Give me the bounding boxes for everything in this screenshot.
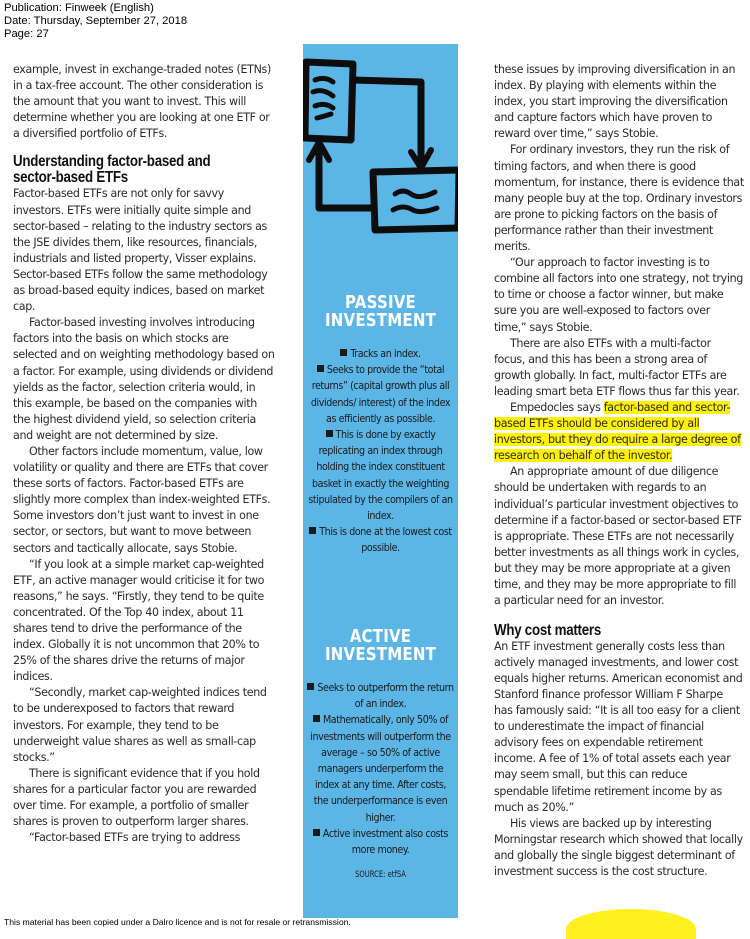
heading-line: Understanding factor-based and [13,153,211,171]
publication-meta [4,2,187,41]
paragraph: There is significant evidence that if you hold shares for a particular factor you are rewarded over time. For example, a portfolio of smaller shares is proven to outperform larger shares. [13,766,260,829]
paragraph: Factor-based ETFs are not only for savvy investors. ETFs were initially quite simple and sector-based – relating to the industry sectors as the JSE divides them, like resources, financials, industrials and listed property, Visser explains. Sector-based ETFs follow the same methodology as broad-based equity indices, based on market cap. [13,187,268,314]
bullet-square-icon [326,430,333,437]
paragraph: “Our approach to factor investing is to combine all factors into one strategy, not trying to time or choose a factor winner, but make sure you are well-exposed to factors over time,” says Stobie. [494,256,743,334]
paragraph: Other factors include momentum, value, low volatility or quality and there are ETFs that cover these sorts of factors. Factor-based ETFs are slightly more complex than index-weighted ETFs. Some investors don’t just want to invest in one sector, or sectors, but want to move between sectors and tactically allocate, says Stobie. [13,444,271,555]
paragraph: An appropriate amount of due diligence should be undertaken with regards to an individual’s particular investment objectives to determine if a factor-based or sector-based ETF is appropriate. These ETFs are not necessarily better investments as all things work in cycles, but they may be more appropriate at a given time, and they may be more appropriate to fill a particular need for an investor. [494,465,742,608]
paragraph: For ordinary investors, they run the risk of timing factors, and when there is good momentum, for instance, there is evidence that many people buy at the top. Ordinary investors are prone to picking factors on the basis of performance rather than their investment merits. [494,143,744,254]
paragraph: An ETF investment generally costs less than actively managed investments, and lower cost equals higher returns. American economist and Stanford finance professor William F Sharpe has famously said: “It is all too easy for a client to underestimate the impact of financial advisory fees on expendable retirement income. A fee of 1% of total assets each year may seem small, but this can reduce spendable lifetime retirement income by as much as 20%.” [494,639,743,814]
paragraph-lead: Empedocles says [510,400,604,414]
article-left-column [13,62,275,846]
highlighted-text: factor-based and sector-based ETFs should be considered by all investors, but they do require a large degree of research on behalf of the investor. [494,400,741,463]
section-heading-factor-based [13,154,238,185]
paragraph: “Secondly, market cap-weighted indices tend to be underexposed to factors that reward investors. For example, they tend to be underweight value shares as well as small-cap stocks.” [13,686,267,764]
bullet-square-icon [309,527,316,534]
list-item-text: Seeks to outperform the return of an index. [317,682,454,711]
list-item [303,826,458,858]
active-investment-title [314,628,447,664]
list-item-text: This is done by exactly replicating an index through holding the index constituent basket in exactly the weighting stipulated by the compilers of an index. [308,429,453,523]
page-number: Page: 27 [4,28,49,40]
heading-line: sector-based ETFs [13,168,128,186]
list-item [303,680,458,712]
decorative-yellow-shape [566,909,696,939]
title-line: INVESTMENT [324,311,437,331]
paragraph: these issues by improving diversification in an index. By playing with elements within the index, you start improving the diversification and capture factors which have proven to reward over time,” says Stobie. [494,63,736,141]
passive-investment-list [303,346,458,557]
active-investment-list [303,680,458,858]
paragraph-highlighted [494,400,744,464]
paragraph: There are also ETFs with a multi-factor focus, and this has been a strong area of growth globally. In fact, multi-factor ETFs are leading smart beta ETF flows thus far this year. [494,336,740,398]
title-line: INVESTMENT [324,645,437,665]
paragraph: His views are backed up by interesting Morningstar research which showed that locally and globally the single biggest determinant of investment success is the cost structure. [494,816,743,878]
bullet-square-icon [313,715,320,722]
list-item [303,524,458,556]
bullet-square-icon [307,683,314,690]
title-line: ACTIVE [349,627,412,647]
cycle-diagram-icon [303,44,458,304]
bullet-square-icon [313,829,320,836]
list-item-text: This is done at the lowest cost possible. [319,526,452,555]
bullet-square-icon [317,365,324,372]
list-item [303,427,458,524]
list-item [303,712,458,825]
paragraph: “Factor-based ETFs are trying to address [29,831,241,845]
list-item-text: Tracks an index. [350,348,421,360]
paragraph: “If you look at a simple market cap-weighted ETF, an active manager would criticise it for two reasons,” he says. “Firstly, they tend to be quite concentrated. Of the Top 40 index, about 11 shares tend to drive the performance of the index. Globally it is not uncommon that 20% to 25% of the shares drive the returns of major indices. [13,557,265,684]
passive-active-sidebar [303,44,458,918]
source-credit: SOURCE: etfSA [355,870,406,880]
list-item-text: Mathematically, only 50% of investments will outperform the average – so 50% of active managers underperform the index at any time. After costs, the underperformance is even higher. [310,714,451,824]
list-item [303,362,458,427]
bullet-square-icon [340,349,347,356]
list-item-text: Seeks to provide the “total returns” (capital growth plus all dividends/ interest) of the index as efficiently as possible. [310,364,451,425]
publication-name: Publication: Finweek (English) [4,2,154,14]
section-heading-why-cost-matters: Why cost matters [494,622,601,640]
article-right-column [494,62,744,880]
paragraph: Factor-based investing involves introducing factors into the basis on which stocks are selected and on weighting methodology based on a factor. For example, using dividends or dividend yields as the factor, selection criteria would, in this example, be based on the companies with the highest dividend yield, so selection criteria and weight are not determined by size. [13,316,275,442]
publication-date: Date: Thursday, September 27, 2018 [4,15,188,27]
list-item [303,346,458,362]
paragraph: example, invest in exchange-traded notes (ETNs) in a tax-free account. The other consideration is the amount that you want to invest. This will determine whether you are looking at one ETF or a diversified portfolio of ETFs. [13,63,271,141]
copyright-notice: This material has been copied under a Dalro licence and is not for resale or retransmission. [4,917,351,927]
passive-investment-title [314,294,447,330]
list-item-text: Active investment also costs more money. [322,827,449,857]
title-line: PASSIVE [344,293,417,313]
